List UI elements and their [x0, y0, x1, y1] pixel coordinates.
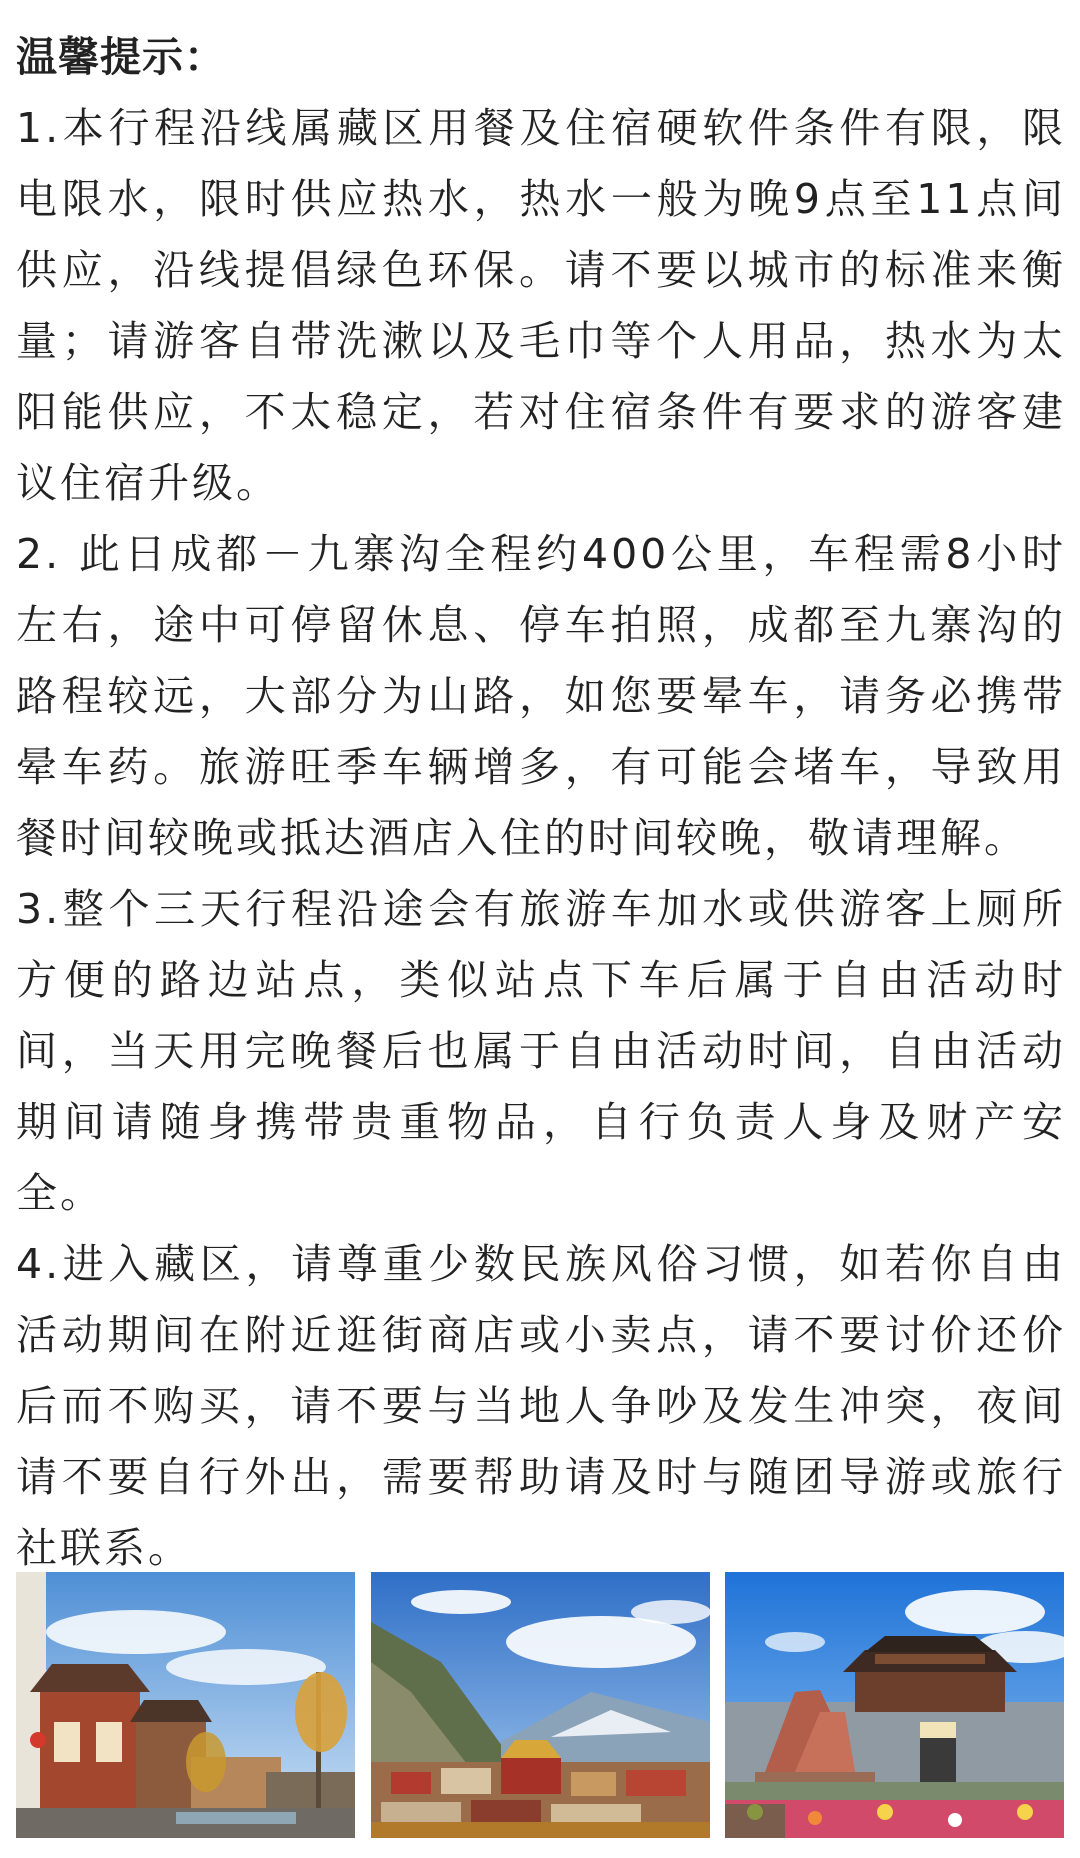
photo-strip [16, 1572, 1064, 1838]
notice-section [16, 22, 1066, 1584]
notice-item-2: 2. 此日成都－九寨沟全程约400公里，车程需8小时左右，途中可停留休息、停车拍照，成都至九寨沟的路程较远，大部分为山路，如您要晕车，请务必携带晕车药。旅游旺季车辆增多，有可能会堵车，导致用餐时间较晚或抵达酒店入住的时间较晚，敬请理解。 [16, 530, 1066, 862]
notice-item-1: 1.本行程沿线属藏区用餐及住宿硬软件条件有限，限电限水，限时供应热水，热水一般为晚9点至11点间供应，沿线提倡绿色环保。请不要以城市的标准来衡量；请游客自带洗漱以及毛巾等个人用品，热水为太阳能供应，不太稳定，若对住宿条件有要求的游客建议住宿升级。 [16, 104, 1066, 507]
photo-old-town-street [16, 1572, 355, 1838]
notice-item-3: 3.整个三天行程沿途会有旅游车加水或供游客上厕所方便的路边站点，类似站点下车后属于自由活动时间，当天用完晚餐后也属于自由活动时间，自由活动期间请随身携带贵重物品，自行负责人身及财产安全。 [16, 885, 1066, 1217]
notice-title: 温馨提示： [16, 33, 226, 81]
photo-mountain-town [371, 1572, 710, 1838]
notice-item-4: 4.进入藏区，请尊重少数民族风俗习惯，如若你自由活动期间在附近逛街商店或小卖点，请不要讨价还价后而不购买，请不要与当地人争吵及发生冲突，夜间请不要自行外出，需要帮助请及时与随团导游或旅行社联系。 [16, 1240, 1066, 1572]
photo-city-gate [725, 1572, 1064, 1838]
